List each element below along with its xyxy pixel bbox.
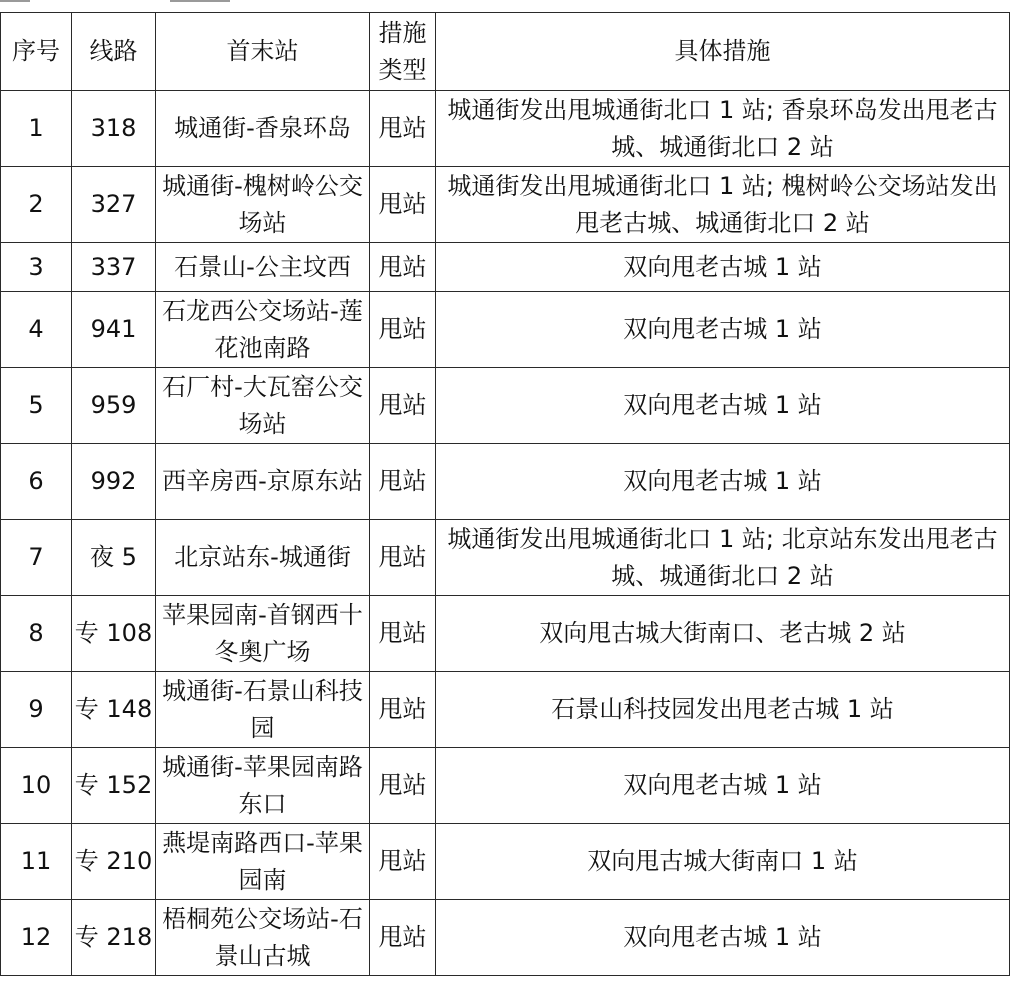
cell-route: 专 210: [72, 824, 156, 900]
table-row: [1, 672, 1010, 748]
cell-detail: 双向甩古城大街南口、老古城 2 站: [436, 596, 1010, 672]
cell-stations: 梧桐苑公交场站-石景山古城: [156, 900, 370, 976]
cell-route: 专 152: [72, 748, 156, 824]
cell-route: 992: [72, 444, 156, 520]
cell-type: 甩站: [370, 91, 436, 167]
table-row: [1, 292, 1010, 368]
cell-type: 甩站: [370, 748, 436, 824]
table-row: [1, 520, 1010, 596]
cell-route: 专 108: [72, 596, 156, 672]
table-header-row: [1, 13, 1010, 91]
cell-stations: 石龙西公交场站-莲花池南路: [156, 292, 370, 368]
bus-measures-table: [0, 12, 1010, 976]
cell-num: 12: [1, 900, 72, 976]
cell-route: 959: [72, 368, 156, 444]
cell-route: 专 218: [72, 900, 156, 976]
cell-stations: 城通街-香泉环岛: [156, 91, 370, 167]
cell-type: 甩站: [370, 444, 436, 520]
cell-num: 4: [1, 292, 72, 368]
cell-num: 2: [1, 167, 72, 243]
cell-num: 8: [1, 596, 72, 672]
cell-detail: 城通街发出甩城通街北口 1 站; 槐树岭公交场站发出甩老古城、城通街北口 2 站: [436, 167, 1010, 243]
top-edge-strip: [0, 0, 1012, 12]
cell-route: 337: [72, 243, 156, 292]
header-type: 措施类型: [370, 13, 436, 91]
cell-stations: 城通街-槐树岭公交场站: [156, 167, 370, 243]
cell-num: 1: [1, 91, 72, 167]
cell-route: 夜 5: [72, 520, 156, 596]
cell-type: 甩站: [370, 243, 436, 292]
cell-type: 甩站: [370, 596, 436, 672]
cell-type: 甩站: [370, 900, 436, 976]
cell-detail: 双向甩老古城 1 站: [436, 444, 1010, 520]
cell-num: 6: [1, 444, 72, 520]
cell-type: 甩站: [370, 167, 436, 243]
cell-type: 甩站: [370, 292, 436, 368]
cell-route: 941: [72, 292, 156, 368]
cell-detail: 城通街发出甩城通街北口 1 站; 北京站东发出甩老古城、城通街北口 2 站: [436, 520, 1010, 596]
table-row: [1, 167, 1010, 243]
cell-type: 甩站: [370, 824, 436, 900]
cell-stations: 苹果园南-首钢西十冬奥广场: [156, 596, 370, 672]
cell-num: 9: [1, 672, 72, 748]
cell-type: 甩站: [370, 672, 436, 748]
cell-stations: 燕堤南路西口-苹果园南: [156, 824, 370, 900]
table-row: [1, 596, 1010, 672]
table-row: [1, 748, 1010, 824]
table-row: [1, 368, 1010, 444]
header-num: 序号: [1, 13, 72, 91]
header-stations: 首末站: [156, 13, 370, 91]
cell-num: 11: [1, 824, 72, 900]
cell-stations: 石厂村-大瓦窑公交场站: [156, 368, 370, 444]
table-row: [1, 900, 1010, 976]
cell-detail: 石景山科技园发出甩老古城 1 站: [436, 672, 1010, 748]
cell-route: 318: [72, 91, 156, 167]
cell-detail: 双向甩老古城 1 站: [436, 900, 1010, 976]
cell-detail: 双向甩老古城 1 站: [436, 748, 1010, 824]
cell-detail: 双向甩老古城 1 站: [436, 243, 1010, 292]
cell-type: 甩站: [370, 520, 436, 596]
header-detail: 具体措施: [436, 13, 1010, 91]
table-row: [1, 243, 1010, 292]
cell-num: 7: [1, 520, 72, 596]
cell-detail: 城通街发出甩城通街北口 1 站; 香泉环岛发出甩老古城、城通街北口 2 站: [436, 91, 1010, 167]
table-row: [1, 91, 1010, 167]
top-edge-mark: [170, 0, 230, 2]
cell-stations: 石景山-公主坟西: [156, 243, 370, 292]
cell-route: 专 148: [72, 672, 156, 748]
cell-stations: 城通街-石景山科技园: [156, 672, 370, 748]
cell-type: 甩站: [370, 368, 436, 444]
table-row: [1, 444, 1010, 520]
cell-detail: 双向甩古城大街南口 1 站: [436, 824, 1010, 900]
cell-detail: 双向甩老古城 1 站: [436, 292, 1010, 368]
cell-stations: 北京站东-城通街: [156, 520, 370, 596]
cell-stations: 西辛房西-京原东站: [156, 444, 370, 520]
top-edge-mark: [0, 0, 30, 2]
cell-route: 327: [72, 167, 156, 243]
cell-num: 3: [1, 243, 72, 292]
header-route: 线路: [72, 13, 156, 91]
cell-stations: 城通街-苹果园南路东口: [156, 748, 370, 824]
cell-num: 10: [1, 748, 72, 824]
cell-detail: 双向甩老古城 1 站: [436, 368, 1010, 444]
table-row: [1, 824, 1010, 900]
cell-num: 5: [1, 368, 72, 444]
